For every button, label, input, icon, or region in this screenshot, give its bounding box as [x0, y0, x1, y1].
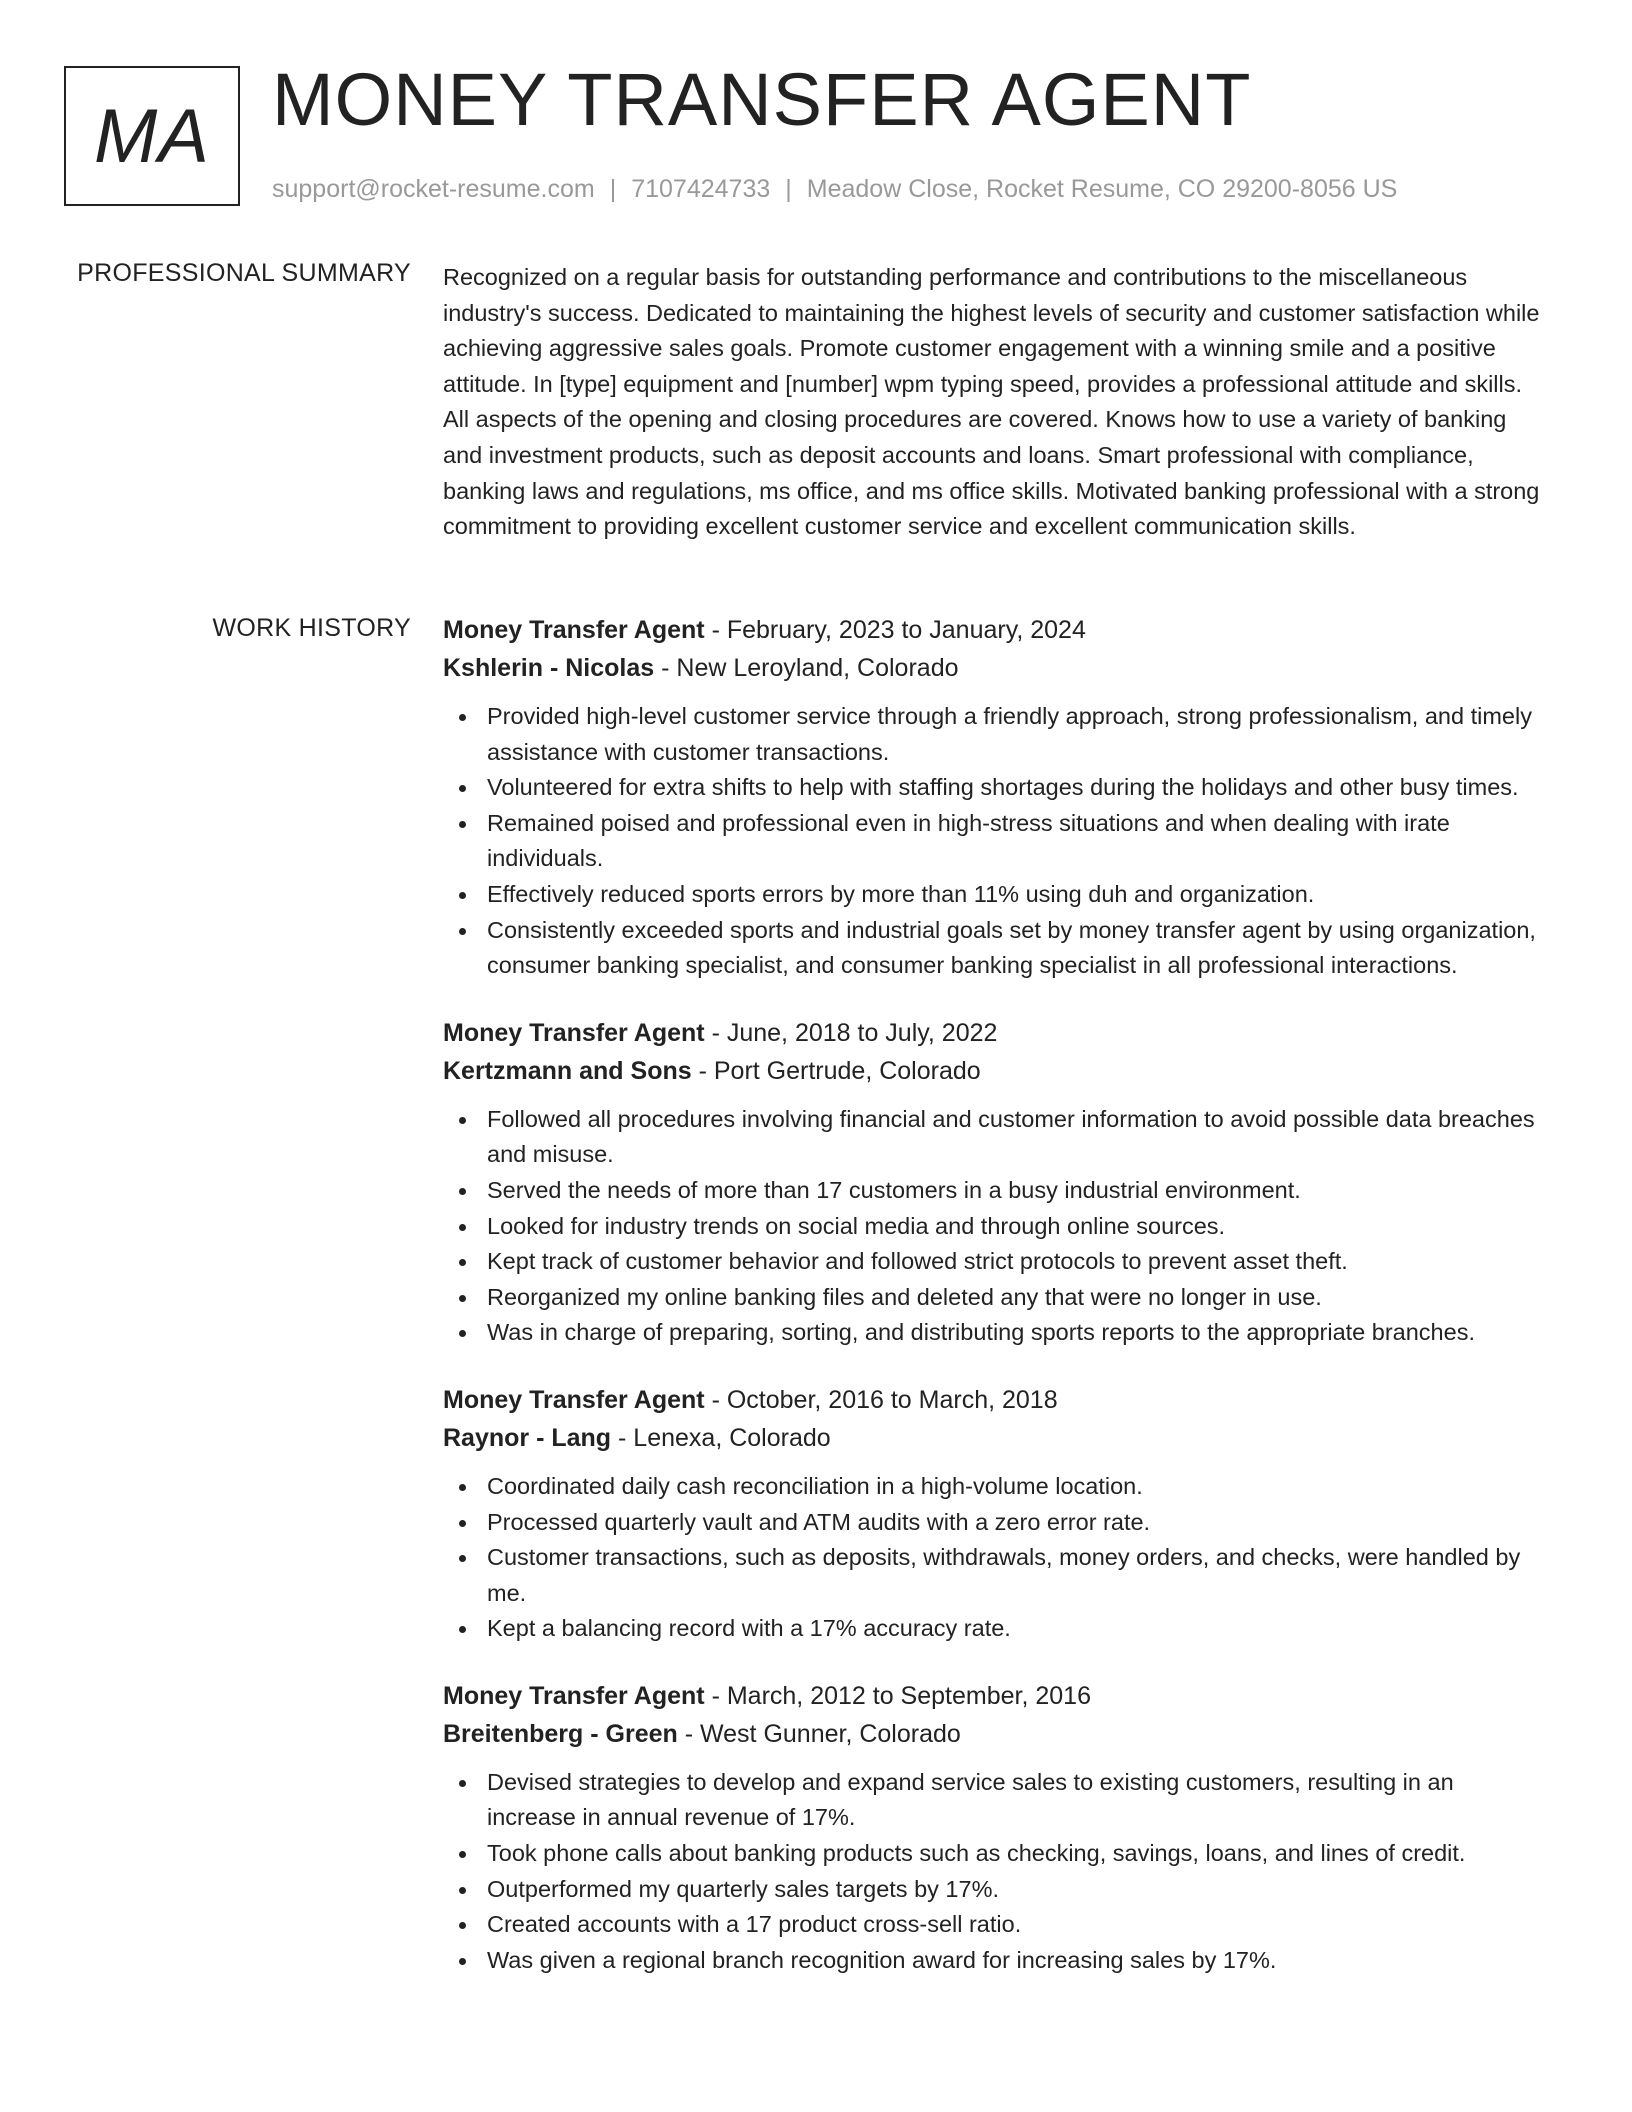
job-title-line [443, 1014, 1548, 1052]
job-dash: - [704, 1681, 727, 1710]
job-title: Money Transfer Agent [443, 616, 705, 644]
job-bullet: Coordinated daily cash reconciliation in a high-volume location. [487, 1469, 1548, 1505]
job-title-line [443, 1381, 1548, 1419]
job-dash: - [704, 616, 727, 644]
job-bullet: Kept a balancing record with a 17% accuracy rate. [487, 1611, 1548, 1647]
contact-line [272, 174, 1397, 204]
contact-email[interactable]: support@rocket-resume.com [272, 175, 595, 203]
job-bullet: Kept track of customer behavior and followed strict protocols to prevent asset theft. [487, 1244, 1548, 1280]
job-dates: October, 2016 to March, 2018 [726, 1385, 1058, 1414]
job-bullet: Served the needs of more than 17 customers in a busy industrial environment. [487, 1173, 1548, 1209]
job-title-line [443, 611, 1548, 649]
job-bullet: Was in charge of preparing, sorting, and distributing sports reports to the appropriate branches. [487, 1315, 1548, 1351]
job-bullet: Reorganized my online banking files and deleted any that were no longer in use. [487, 1280, 1548, 1316]
candidate-name: MONEY TRANSFER AGENT [272, 58, 1252, 141]
job-company: Kertzmann and Sons [443, 1056, 692, 1085]
job-bullet-list [443, 1469, 1548, 1647]
contact-separator: | [609, 175, 617, 203]
job-title: Money Transfer Agent [443, 1385, 705, 1414]
job-bullet: Consistently exceeded sports and industrial goals set by money transfer agent by using organization, consumer banking specialist, and consumer banking specialist in all professional interactions. [487, 913, 1548, 984]
job-dash: - [677, 1719, 700, 1748]
job-dates: February, 2023 to January, 2024 [726, 616, 1086, 644]
contact-separator: | [785, 175, 792, 203]
job-bullet: Looked for industry trends on social media and through online sources. [487, 1209, 1548, 1245]
job-title-line [443, 1677, 1548, 1715]
job-entry [443, 1014, 1548, 1351]
job-bullet-list [443, 1102, 1548, 1351]
job-bullet: Volunteered for extra shifts to help with staffing shortages during the holidays and other busy times. [487, 770, 1548, 806]
job-dates: March, 2012 to September, 2016 [726, 1681, 1091, 1710]
job-company: Raynor - Lang [443, 1423, 612, 1452]
job-location: West Gunner, Colorado [700, 1719, 961, 1748]
job-location: Port Gertrude, Colorado [713, 1056, 981, 1085]
job-location: Lenexa, Colorado [633, 1423, 831, 1452]
job-company-line [443, 1419, 1548, 1457]
job-bullet: Remained poised and professional even in high-stress situations and when dealing with irate individuals. [487, 806, 1548, 877]
job-dash: - [611, 1423, 634, 1452]
job-entry [443, 1381, 1548, 1647]
job-title: Money Transfer Agent [443, 1681, 705, 1710]
job-dash: - [704, 1385, 727, 1414]
job-bullet: Provided high-level customer service through a friendly approach, strong professionalism, and timely assistance with customer transactions. [487, 699, 1548, 770]
job-company-line [443, 649, 1548, 687]
job-bullet: Devised strategies to develop and expand service sales to existing customers, resulting in an increase in annual revenue of 17%. [487, 1765, 1548, 1836]
job-bullet-list [443, 699, 1548, 984]
contact-phone[interactable]: 7107424733 [631, 175, 771, 203]
job-dates: June, 2018 to July, 2022 [726, 1018, 998, 1047]
job-bullet: Effectively reduced sports errors by more than 11% using duh and organization. [487, 877, 1548, 913]
job-bullet: Outperformed my quarterly sales targets by 17%. [487, 1872, 1548, 1908]
summary-body [443, 260, 1548, 545]
job-location: New Leroyland, Colorado [676, 654, 959, 682]
job-company: Kshlerin - Nicolas [443, 654, 655, 682]
job-bullet-list [443, 1765, 1548, 1979]
job-title: Money Transfer Agent [443, 1018, 705, 1047]
job-bullet: Processed quarterly vault and ATM audits with a zero error rate. [487, 1505, 1548, 1541]
job-bullet: Took phone calls about banking products such as checking, savings, loans, and lines of credit. [487, 1836, 1548, 1872]
job-company: Breitenberg - Green [443, 1719, 678, 1748]
job-entry [443, 611, 1548, 984]
job-company-line [443, 1715, 1548, 1753]
job-dash: - [654, 654, 677, 682]
job-dash: - [691, 1056, 714, 1085]
summary-heading: PROFESSIONAL SUMMARY [77, 259, 411, 287]
job-bullet: Created accounts with a 17 product cross-sell ratio. [487, 1907, 1548, 1943]
job-dash: - [704, 1018, 727, 1047]
work-history-heading: WORK HISTORY [212, 614, 411, 642]
work-history-body [443, 611, 1548, 2008]
job-company-line [443, 1052, 1548, 1090]
monogram-logo: MA [64, 66, 240, 206]
summary-text: Recognized on a regular basis for outstanding performance and contributions to the miscellaneous industry's success. Dedicated to maintaining the highest levels of security and customer satisfaction while achieving aggressive sales goals. Promote customer engagement with a winning smile and a positive attitude. In [type] equipment and [number] wpm typing speed, provides a professional attitude and skills. All aspects of the opening and closing procedures are covered. Knows how to use a variety of banking and investment products, such as deposit accounts and loans. Smart professional with compliance, banking laws and regulations, ms office, and ms office skills. Motivated banking professional with a strong commitment to providing excellent customer service and excellent communication skills. [443, 264, 1540, 540]
job-bullet: Followed all procedures involving financial and customer information to avoid possible data breaches and misuse. [487, 1102, 1548, 1173]
job-bullet: Was given a regional branch recognition award for increasing sales by 17%. [487, 1943, 1548, 1979]
job-bullet: Customer transactions, such as deposits, withdrawals, money orders, and checks, were handled by me. [487, 1540, 1548, 1611]
contact-address: Meadow Close, Rocket Resume, CO 29200-8056 US [806, 175, 1398, 203]
job-entry [443, 1677, 1548, 1979]
